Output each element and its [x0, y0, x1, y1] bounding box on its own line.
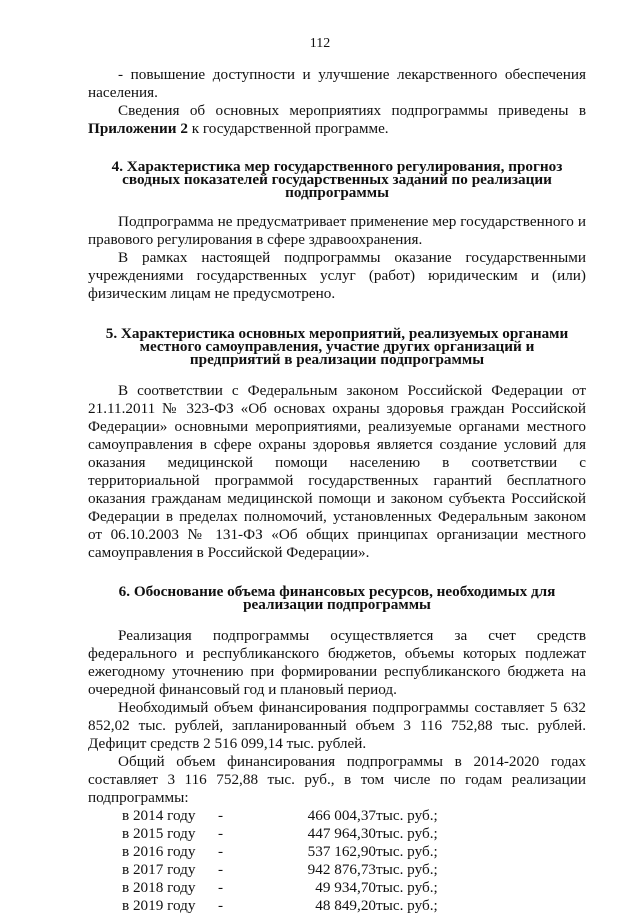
page-number: 112: [309, 36, 331, 51]
dash-cell: -: [218, 807, 224, 824]
unit-cell: тыс. руб.;: [376, 825, 438, 842]
table-row: [122, 807, 438, 825]
intro-info-text: Сведения об основных мероприятиях подпрограммы приведены в: [118, 102, 586, 119]
year-cell: в 2014 году: [122, 807, 196, 824]
section-6-heading: 6. Обоснование объема финансовых ресурсов, необходимых для реализации подпрограммы: [118, 583, 556, 613]
unit-cell: тыс. руб.;: [376, 879, 438, 896]
section-4-heading: 4. Характеристика мер государственного регулирования, прогноз сводных показателей государственных заданий по реализации подпрограммы: [111, 158, 563, 201]
document-body: [88, 66, 586, 915]
amount-cell: 537 162,90: [307, 843, 376, 860]
section-5-heading: 5. Характеристика основных мероприятий, реализуемых органами местного самоуправления, участие других организаций и предприятий в реализации подпрограммы: [105, 325, 569, 368]
intro-list-item: - повышение доступности и улучшение лекарственного обеспечения населения.: [88, 66, 586, 101]
section-6-paragraph-2: Необходимый объем финансирования подпрограммы составляет 5 632 852,02 тыс. рублей, запланированный объем 3 116 752,88 тыс. рублей. Дефицит средств 2 516 099,14 тыс. рублей.: [88, 699, 586, 752]
funding-by-year-table: [122, 807, 438, 915]
dash-cell: -: [218, 825, 224, 842]
section-6-paragraph-3: Общий объем финансирования подпрограммы в 2014-2020 годах составляет 3 116 752,88 тыс. руб., в том числе по годам реализации подпрограммы:: [88, 753, 586, 806]
year-cell: в 2018 году: [122, 879, 196, 896]
amount-cell: 942 876,73: [307, 861, 376, 878]
section-6-paragraph-1: Реализация подпрограммы осуществляется за счет средств федерального и республиканского бюджетов, объемы которых подлежат ежегодному уточнению при формировании республиканского бюджета на очередной финансовый год и плановый период.: [88, 627, 586, 698]
dash-cell: -: [218, 843, 224, 860]
intro-info-paragraph: [88, 102, 586, 120]
amount-cell: 49 934,70: [315, 879, 376, 896]
table-row: [122, 861, 438, 879]
dash-cell: -: [218, 879, 224, 896]
unit-cell: тыс. руб.;: [376, 807, 438, 824]
unit-cell: тыс. руб.;: [376, 897, 438, 914]
year-cell: в 2015 году: [122, 825, 196, 842]
table-row: [122, 825, 438, 843]
table-row: [122, 897, 438, 915]
unit-cell: тыс. руб.;: [376, 861, 438, 878]
amount-cell: 48 849,20: [315, 897, 376, 914]
year-cell: в 2017 году: [122, 861, 196, 878]
amount-cell: 466 004,37: [307, 807, 376, 824]
section-5-paragraph-1: В соответствии с Федеральным законом Российской Федерации от 21.11.2011 № 323-ФЗ «Об основах охраны здоровья граждан Российской Федерации» основными мероприятиями, реализуемые органами местного самоуправления в сфере охраны здоровья является создание условий для оказания медицинской помощи населению в соответствии с территориальной программой государственных гарантий бесплатного оказания гражданам медицинской помощи и законом субъекта Российской Федерации в пределах полномочий, установленных Федеральным законом от 06.10.2003 № 131-ФЗ «Об общих принципах организации местного самоуправления в Российской Федерации».: [88, 382, 586, 561]
year-cell: в 2019 году: [122, 897, 196, 914]
year-cell: в 2016 году: [122, 843, 196, 860]
intro-info-paragraph-end: [88, 120, 586, 138]
dash-cell: -: [218, 897, 224, 914]
amount-cell: 447 964,30: [307, 825, 376, 842]
appendix-reference: Приложении 2: [88, 120, 188, 137]
intro-info-text-end: к государственной программе.: [187, 120, 389, 137]
table-row: [122, 843, 438, 861]
dash-cell: -: [218, 861, 224, 878]
table-row: [122, 879, 438, 897]
section-4-paragraph-2: В рамках настоящей подпрограммы оказание государственными учреждениями государственных услуг (работ) юридическим и (или) физическим лицам не предусмотрено.: [88, 249, 586, 302]
section-4-paragraph-1: Подпрограмма не предусматривает применение мер государственного и правового регулирования в сфере здравоохранения.: [88, 213, 586, 248]
unit-cell: тыс. руб.;: [376, 843, 438, 860]
